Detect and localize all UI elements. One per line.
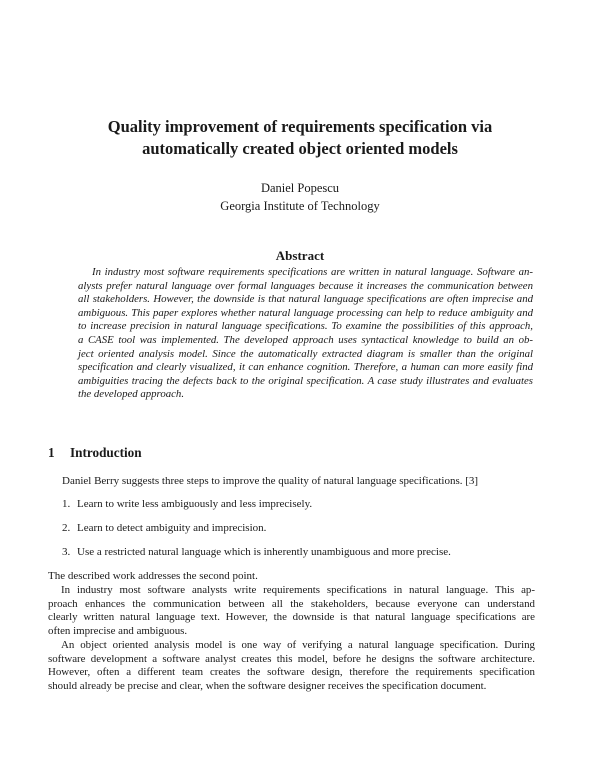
section-number: 1 (48, 445, 55, 460)
list-item-text: Learn to write less ambiguously and less imprecisely. (77, 498, 313, 510)
paragraph-2 (48, 639, 535, 693)
abstract-body (78, 266, 533, 402)
author-name: Daniel Popescu (260, 181, 340, 195)
paragraph-line: clearly written natural language text. However, the downside is that natural language specifications are (48, 611, 535, 624)
abstract-line: ambiguous. This paper explores whether natural language processing can help to reduce ambiguity and (78, 306, 533, 319)
abstract-line: In industry most software requirements specifications are written in natural language. Software an- (92, 266, 533, 278)
author-affiliation: Georgia Institute of Technology (220, 199, 380, 213)
abstract-heading: Abstract (275, 248, 325, 263)
list-item-text: Use a restricted natural language which is inherently unambiguous and more precise. (77, 546, 451, 558)
section-heading-introduction (48, 445, 142, 461)
section-title: Introduction (70, 445, 142, 460)
paragraph-line: often imprecise and ambiguous. (48, 624, 188, 637)
addresses-sentence: The described work addresses the second point. (48, 570, 258, 582)
paragraph-line: In industry most software analysts write requirements specifications in natural language. This ap- (61, 584, 535, 596)
abstract-line: specification and clearly visualized, it can enhance cognition. Therefore, a human can more easily find (78, 361, 533, 374)
list-item (62, 546, 451, 560)
paper-title-line-2: automatically created object oriented models (142, 139, 458, 158)
paragraph-1 (48, 584, 535, 638)
abstract-line: all stakeholders. However, the downside is that natural language specifications are often imprecise and (78, 293, 533, 306)
abstract-line: a CASE tool was implemented. The developed approach uses syntactical knowledge to build an ob- (78, 333, 533, 346)
list-item-text: Learn to detect ambiguity and imprecision. (77, 522, 267, 534)
list-item-number: 1. (62, 498, 71, 510)
paragraph-line: An object oriented analysis model is one way of verifying a natural language specification. During (61, 639, 535, 651)
list-item (62, 522, 266, 536)
paragraph-line: proach enhances the communication between all the stakeholders, because everyone can understand (48, 597, 535, 610)
abstract-line: ject oriented analysis model. Since the automatically extracted diagram is smaller than the original (78, 347, 533, 360)
list-item-number: 3. (62, 546, 71, 558)
paragraph-line: software development a software analyst creates this model, before he designs the software architecture. (48, 652, 535, 665)
paragraph-line: However, often a different team creates the software design, therefore the requirements specification (48, 666, 535, 679)
list-item (62, 498, 312, 512)
abstract-line: to increase precision in natural language specifications. To examine the possibilities of this approach, (78, 320, 533, 333)
list-item-number: 2. (62, 522, 71, 534)
paper-title (60, 116, 540, 160)
abstract-line: the developed approach. (78, 388, 185, 401)
paper-title-line-1: Quality improvement of requirements specification via (107, 117, 493, 136)
paragraph-line: should already be precise and clear, when the software designer receives the specification document. (48, 679, 487, 692)
intro-sentence: Daniel Berry suggests three steps to improve the quality of natural language specifications. [3] (62, 475, 479, 487)
author-block (100, 179, 500, 215)
abstract-line: alysts prefer natural language over formal languages because it increases the communication between (78, 279, 533, 292)
abstract-line: ambiguities tracing the defects back to the original specification. A case study illustrates and evaluates (78, 374, 533, 387)
